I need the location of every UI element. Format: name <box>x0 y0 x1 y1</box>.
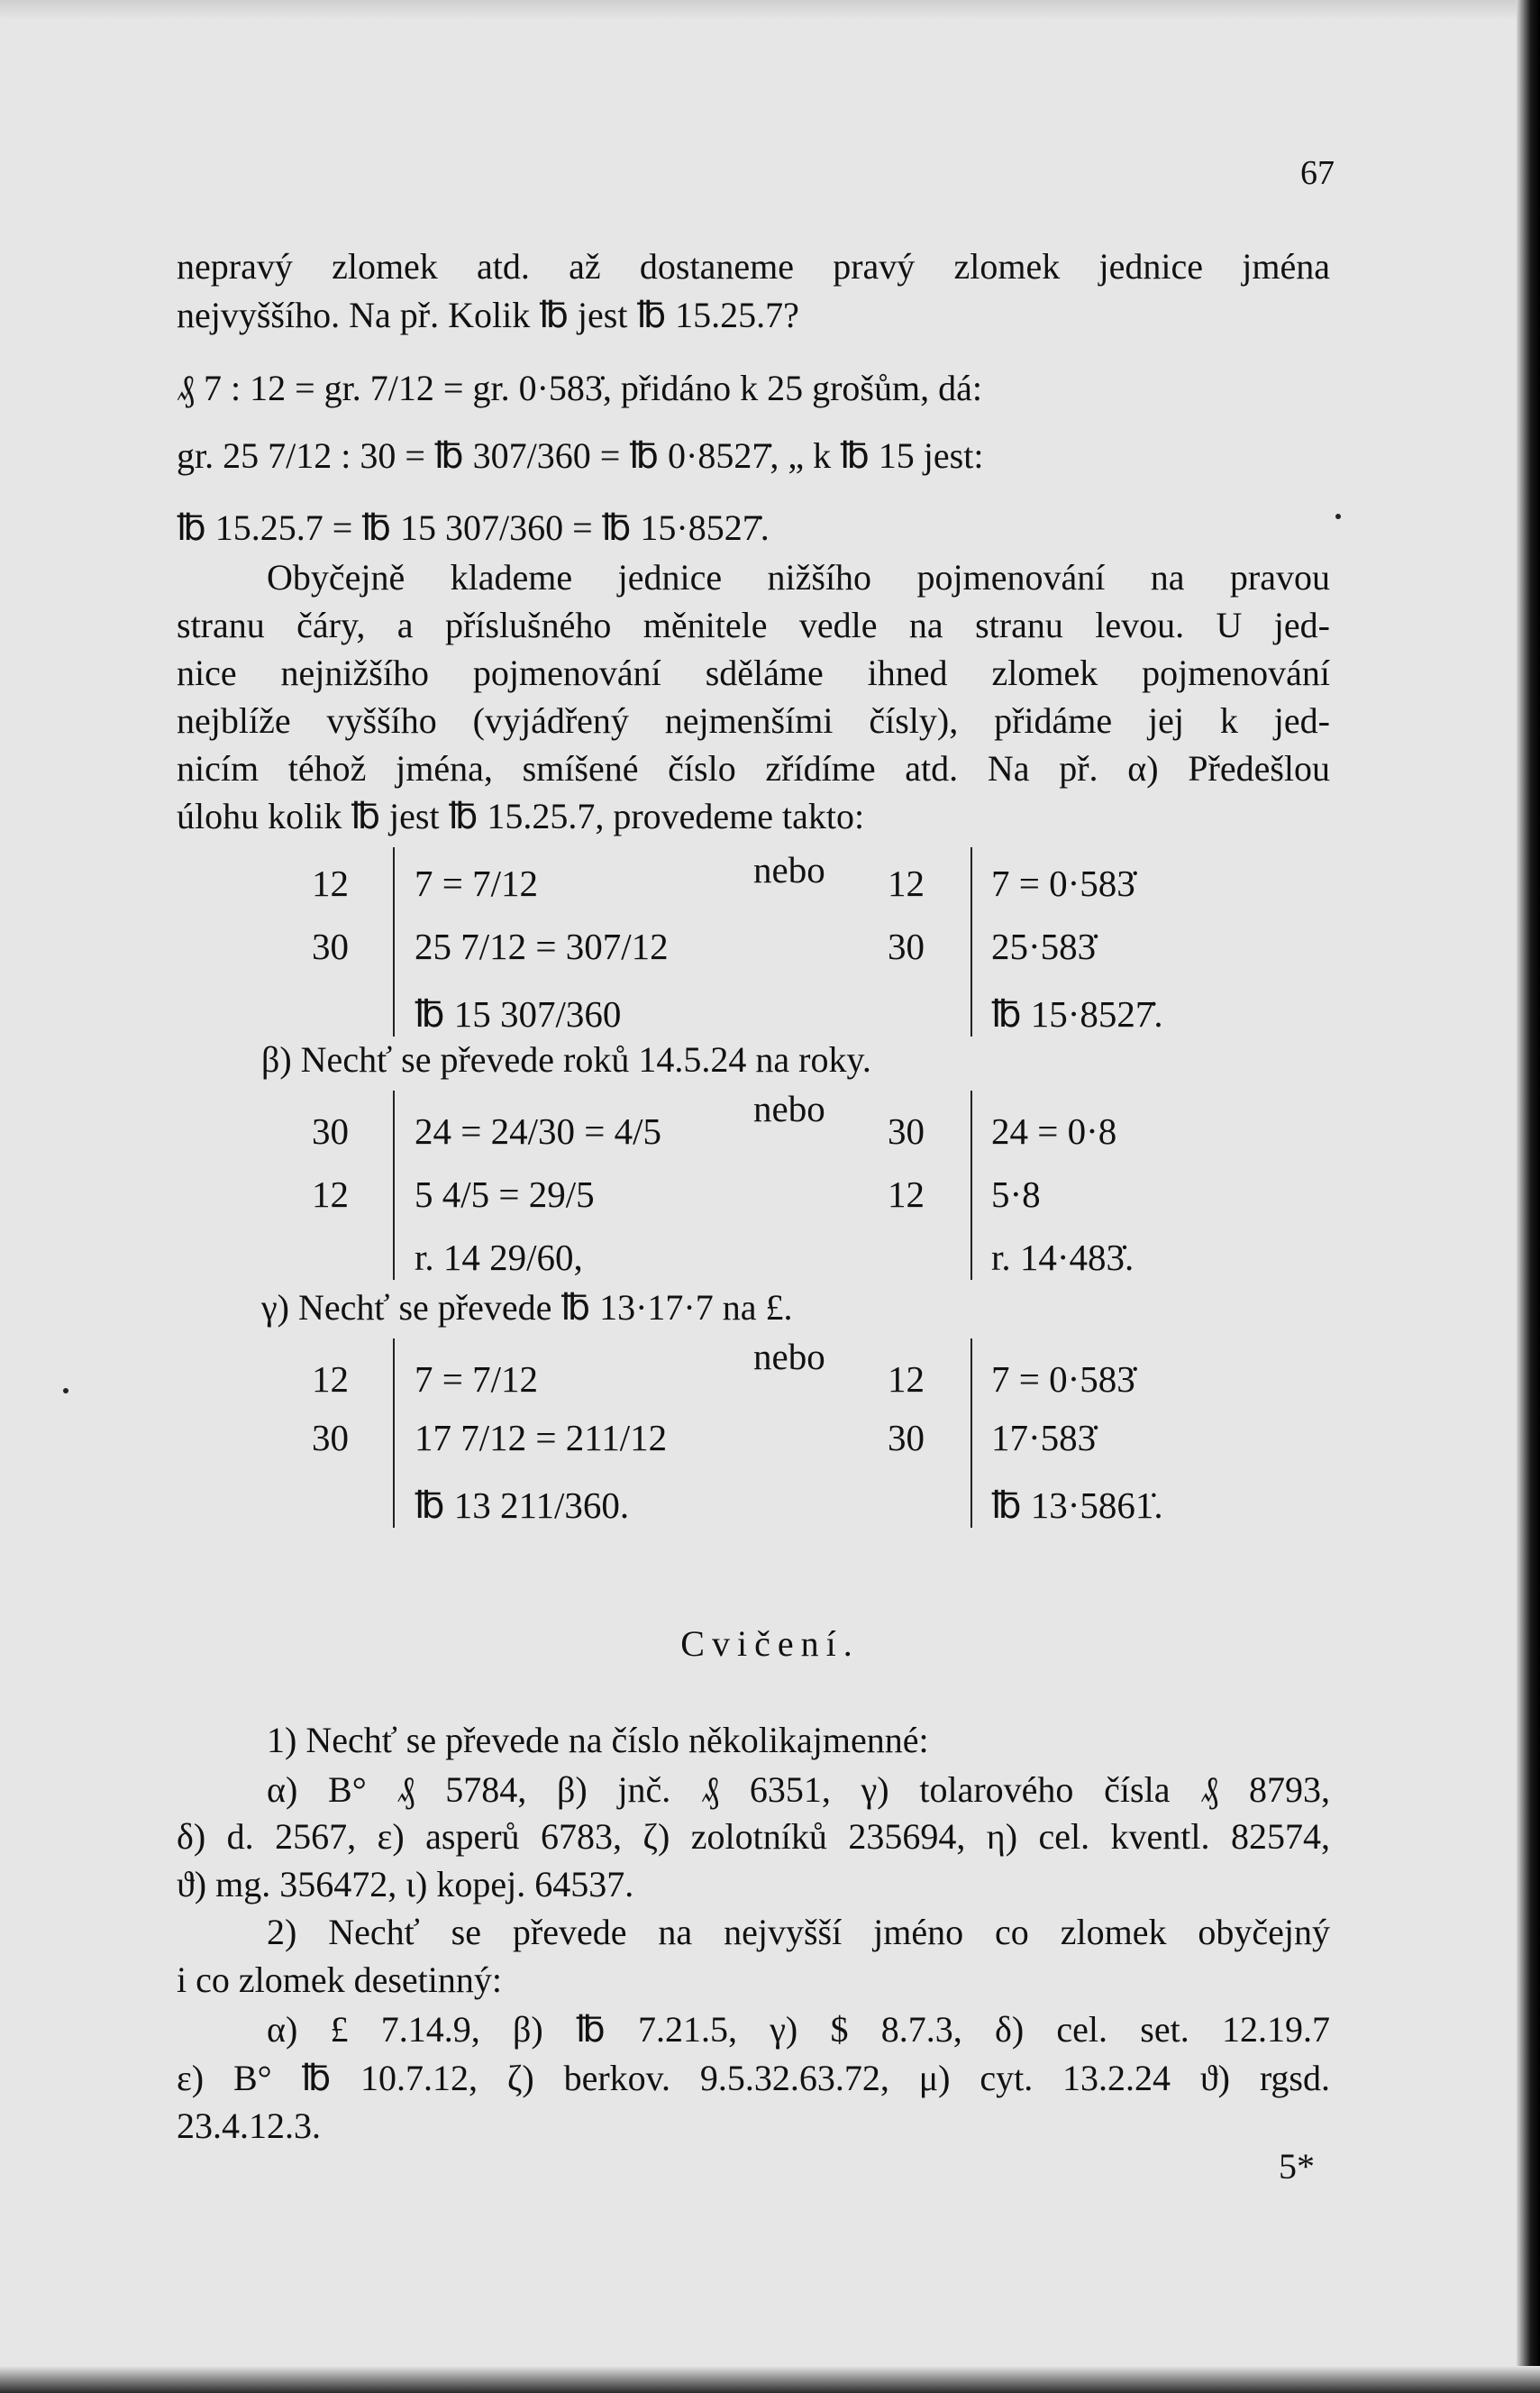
divider-line <box>970 1091 972 1280</box>
modulus: 30 <box>312 1417 349 1458</box>
exercise-line: ϑ) mg. 356472, ι) kopej. 64537. <box>177 1864 634 1904</box>
nebo-label: nebo <box>753 1336 825 1377</box>
calc-result: r. 14·483̇. <box>991 1237 1134 1278</box>
page-number: 67 <box>1300 154 1335 192</box>
modulus: 12 <box>888 1174 925 1215</box>
exercise-line: α) £ 7.14.9, β) ℔ 7.21.5, γ) $ 8.7.3, δ) cel. set. 12.19.7 <box>267 2009 1330 2050</box>
text-line: nice nejnižšího pojmenování sděláme ihned zlomek pojmenování <box>177 653 1330 693</box>
text-line: gr. 25 7/12 : 30 = ℔ 307/360 = ℔ 0·8527̇, „ k ℔ 15 jest: <box>177 435 984 476</box>
calc-step: 5 4/5 = 29/5 <box>415 1174 595 1215</box>
text-line: nepravý zlomek atd. až dostaneme pravý zlomek jednice jména <box>177 246 1330 287</box>
divider-line <box>393 1091 395 1280</box>
calc-step: 24 = 0·8 <box>991 1110 1117 1152</box>
modulus: 30 <box>888 926 925 967</box>
calc-step: 5·8 <box>991 1174 1041 1215</box>
calc-step: 7 = 0·583̇ <box>991 1358 1135 1400</box>
text-line: nejblíže vyššího (vyjádřený nejmenšími čísly), přidáme jej k jed- <box>177 700 1330 741</box>
text-line: ₰ 7 : 12 = gr. 7/12 = gr. 0·583̇, přidáno k 25 grošům, dá: <box>177 368 982 408</box>
modulus: 12 <box>312 863 349 904</box>
scan-edge-top <box>0 0 1540 20</box>
signature-mark: 5* <box>1279 2146 1315 2187</box>
calc-result: ℔ 13 211/360. <box>415 1484 630 1526</box>
example-title: β) Nechť se převede roků 14.5.24 na roky. <box>261 1039 871 1080</box>
divider-line <box>393 1338 395 1528</box>
divider-line <box>393 847 395 1037</box>
calc-step: 7 = 7/12 <box>415 1358 539 1400</box>
text-line: Obyčejně klademe jednice nižšího pojmenování na pravou <box>267 557 1330 598</box>
scan-speck <box>63 1388 68 1393</box>
scan-edge-right <box>1517 0 1540 2393</box>
modulus: 12 <box>312 1174 349 1215</box>
calc-step: 17·583̇ <box>991 1417 1097 1458</box>
modulus: 30 <box>312 1110 349 1152</box>
example-title: γ) Nechť se převede ℔ 13·17·7 na £. <box>261 1287 793 1328</box>
calc-result: ℔ 15 307/360 <box>415 993 622 1035</box>
modulus: 30 <box>312 926 349 967</box>
modulus: 12 <box>888 863 925 904</box>
nebo-label: nebo <box>753 1088 825 1129</box>
exercise-line: δ) d. 2567, ε) asperů 6783, ζ) zolotníků 235694, η) cel. kventl. 82574, <box>177 1816 1330 1857</box>
scan-edge-bottom <box>0 2366 1540 2393</box>
calc-step: 17 7/12 = 211/12 <box>415 1417 668 1458</box>
exercise-line: α) B° ₰ 5784, β) jnč. ₰ 6351, γ) tolarového čísla ₰ 8793, <box>267 1769 1330 1810</box>
exercise-line: ε) B° ℔ 10.7.12, ζ) berkov. 9.5.32.63.72, μ) cyt. 13.2.24 ϑ) rgsd. <box>177 2058 1330 2098</box>
exercise-line: 23.4.12.3. <box>177 2105 321 2146</box>
text-line: úlohu kolik ℔ jest ℔ 15.25.7, provedeme takto: <box>177 796 865 836</box>
calc-result: r. 14 29/60, <box>415 1237 583 1278</box>
calc-step: 7 = 7/12 <box>415 863 539 904</box>
scan-speck <box>1335 514 1341 519</box>
divider-line <box>970 847 972 1037</box>
calc-step: 7 = 0·583̇ <box>991 863 1135 904</box>
section-heading: Cvičení. <box>680 1623 860 1664</box>
modulus: 12 <box>312 1358 349 1400</box>
text-line: stranu čáry, a příslušného měnitele vedle na stranu levou. U jed- <box>177 605 1330 645</box>
exercise-line: i co zlomek desetinný: <box>177 1959 503 2000</box>
text-line: ℔ 15.25.7 = ℔ 15 307/360 = ℔ 15·8527̇. <box>177 507 770 548</box>
modulus: 12 <box>888 1358 925 1400</box>
nebo-label: nebo <box>753 849 825 891</box>
modulus: 30 <box>888 1110 925 1152</box>
calc-step: 25 7/12 = 307/12 <box>415 926 669 967</box>
calc-step: 25·583̇ <box>991 926 1097 967</box>
modulus: 30 <box>888 1417 925 1458</box>
calc-result: ℔ 15·8527̇. <box>991 993 1163 1035</box>
exercise-line: 2) Nechť se převede na nejvyšší jméno co zlomek obyčejný <box>267 1912 1330 1952</box>
divider-line <box>970 1338 972 1528</box>
text-line: nejvyššího. Na př. Kolik ℔ jest ℔ 15.25.7? <box>177 295 799 335</box>
exercise-line: 1) Nechť se převede na číslo několikajmenné: <box>267 1720 929 1760</box>
text-line: nicím téhož jména, smíšené číslo zřídíme atd. Na př. α) Předešlou <box>177 748 1330 789</box>
calc-step: 24 = 24/30 = 4/5 <box>415 1110 662 1152</box>
calc-result: ℔ 13·5861̇. <box>991 1484 1163 1526</box>
